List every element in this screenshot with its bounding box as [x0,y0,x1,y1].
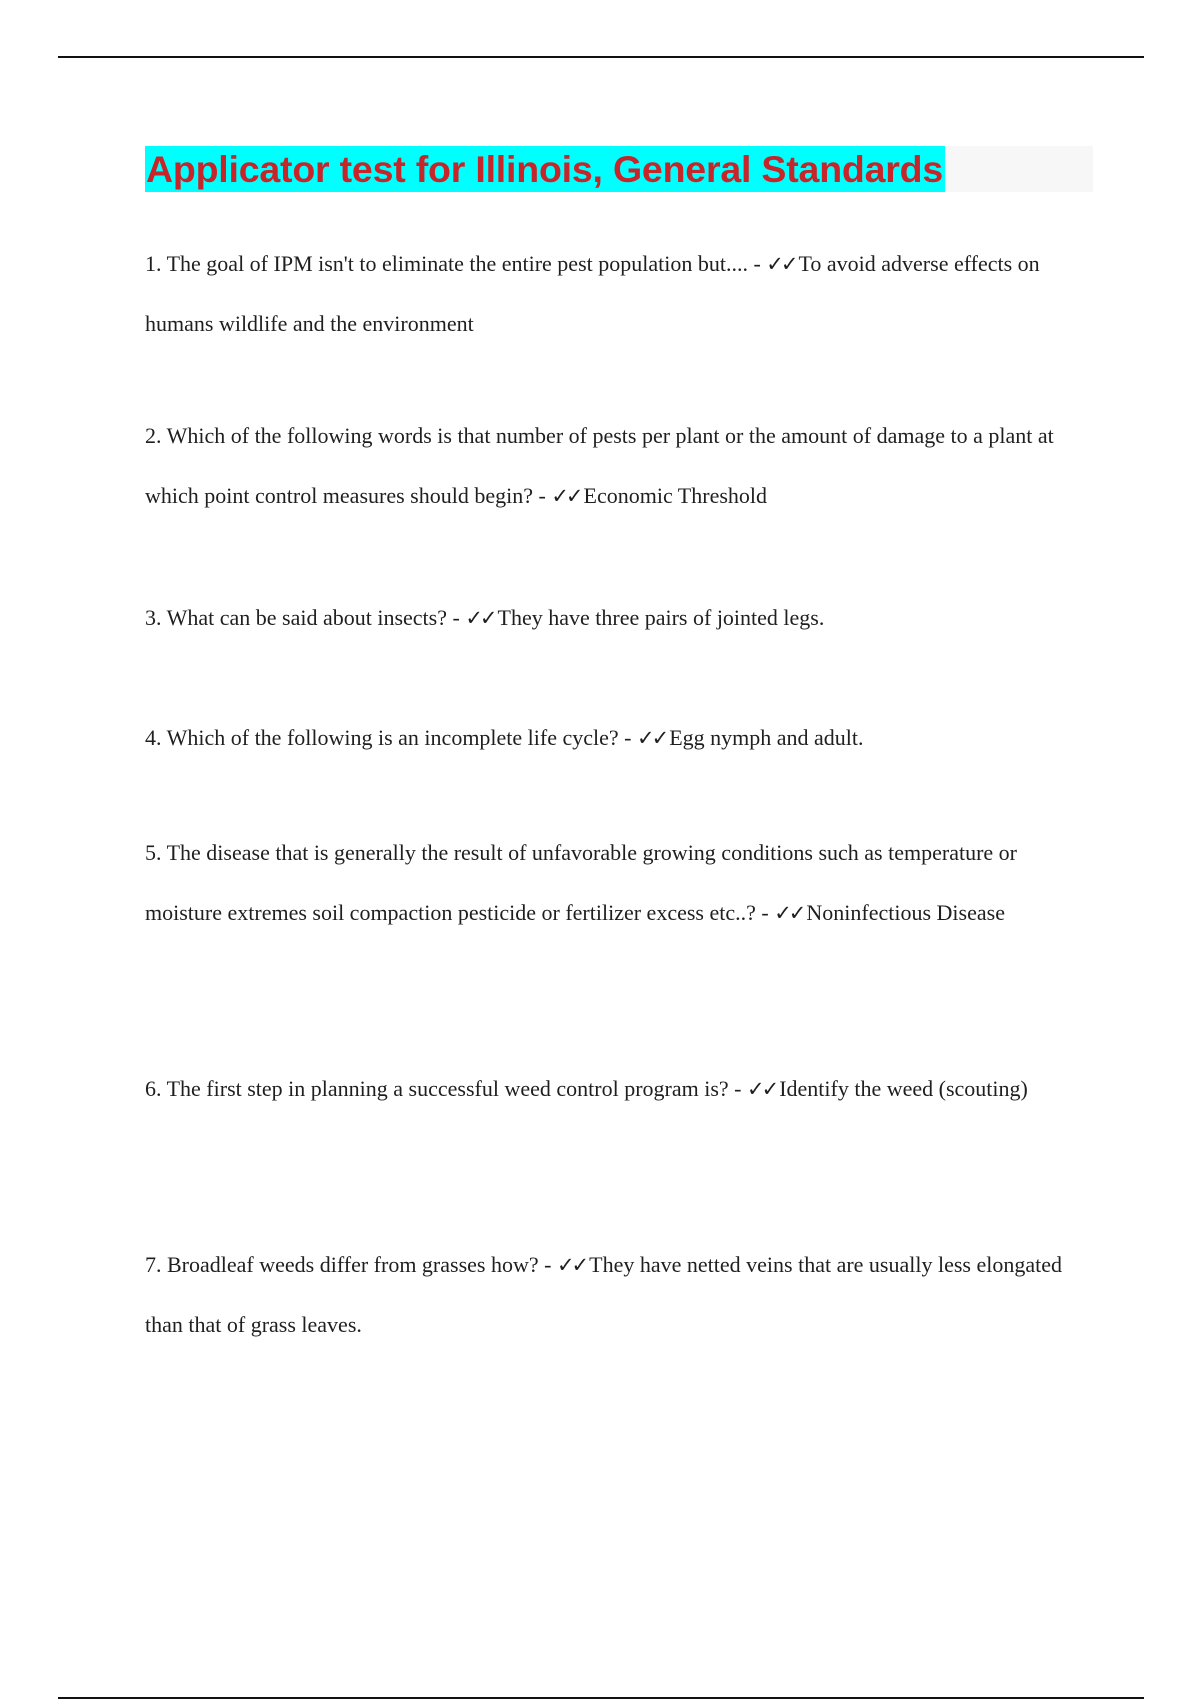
double-check-icon: ✓✓ [465,606,495,630]
footer-rule [58,1697,1144,1699]
answer-text: Egg nymph and adult. [669,725,864,750]
answer-text: Economic Threshold [583,483,768,508]
question-text: 7. Broadleaf weeds differ from grasses how? - [145,1252,557,1277]
question-text: 2. Which of the following words is that number of pests per plant or the amount of damage to a plant at which point control measures should begin? - [145,423,1054,508]
double-check-icon: ✓✓ [774,901,804,925]
question-text: 5. The disease that is generally the result of unfavorable growing conditions such as temperature or moisture extremes soil compaction pesticide or fertilizer excess etc..? - [145,840,1017,925]
question-text: 3. What can be said about insects? - [145,605,466,630]
qa-item-1 [145,234,1095,354]
qa-item-5 [145,823,1095,943]
qa-item-4 [145,708,1095,768]
question-text: 1. The goal of IPM isn't to eliminate the entire pest population but.... - [145,251,767,276]
double-check-icon: ✓✓ [551,484,581,508]
answer-text: They have three pairs of jointed legs. [497,605,825,630]
question-text: 6. The first step in planning a successful weed control program is? - [145,1076,747,1101]
qa-item-2 [145,406,1095,526]
qa-item-6 [145,1059,1095,1119]
double-check-icon: ✓✓ [747,1077,777,1101]
answer-text: They have netted veins that are usually less elongated than that of grass leaves. [145,1252,1062,1337]
header-rule [58,56,1144,58]
answer-text: To avoid adverse effects on humans wildlife and the environment [145,251,1040,336]
question-text: 4. Which of the following is an incomplete life cycle? - [145,725,637,750]
double-check-icon: ✓✓ [637,726,667,750]
double-check-icon: ✓✓ [556,1253,587,1277]
answer-text: Identify the weed (scouting) [779,1076,1028,1101]
document-title: Applicator test for Illinois, General Standards [146,148,944,190]
answer-text: Noninfectious Disease [806,900,1005,925]
qa-item-3 [145,588,1095,648]
qa-item-7 [145,1235,1095,1355]
double-check-icon: ✓✓ [766,252,796,276]
